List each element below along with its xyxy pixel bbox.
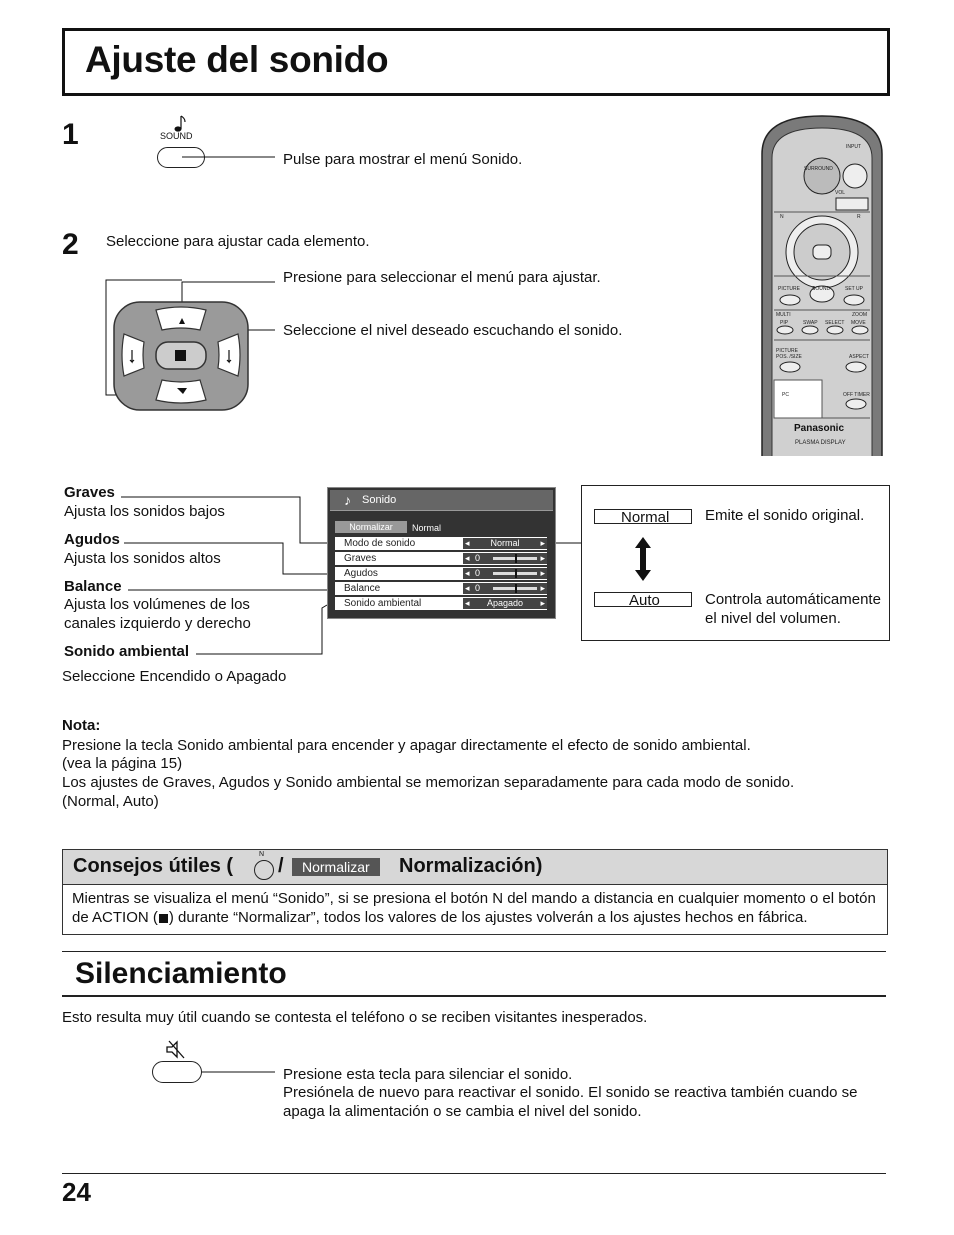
remote-label-setup: SET UP [845, 286, 863, 292]
normalize-pill: Normalizar [292, 858, 380, 876]
modes-box [581, 485, 890, 641]
menu-row-ambiental[interactable] [335, 597, 547, 610]
remote-label-aspect: ASPECT [849, 354, 870, 360]
step-1-text: Pulse para mostrar el menú Sonido. [283, 151, 523, 168]
menu-row-value: Apagado [486, 598, 524, 608]
note-line-1: Presione la tecla Sonido ambiental para encender y apagar directamente el efecto de sonido ambiental. [62, 737, 751, 754]
page-number: 24 [62, 1177, 91, 1207]
tips-box [62, 849, 888, 935]
cursor-pad[interactable] [110, 300, 252, 412]
remote-label-vol: VOL [835, 190, 846, 196]
n-button-label: N [259, 851, 265, 858]
item-graves-desc: Ajusta los sonidos bajos [64, 503, 225, 520]
n-button-icon [254, 860, 274, 880]
tips-head-suffix: Normalización) [399, 855, 543, 877]
menu-row-value: 0 [475, 568, 481, 578]
double-arrow-icon [634, 536, 652, 582]
remote-label-swap: SWAP [803, 320, 818, 326]
mute-intro: Esto resulta muy útil cuando se contesta el teléfono o se reciben visitantes inesperados. [62, 1009, 648, 1026]
tips-slash: / [278, 855, 284, 877]
note-heading: Nota: [62, 717, 101, 734]
tips-body-b: ) durante “Normalizar”, todos los valores de los ajustes volverán a los ajustes hechos en fábrica. [168, 909, 808, 926]
remote-label-sound: SOUND [812, 286, 831, 292]
menu-row-balance[interactable] [335, 582, 547, 595]
remote-label-picture: PICTURE [778, 286, 800, 292]
note-line-2: (vea la página 15) [62, 755, 183, 772]
level-track [493, 587, 537, 590]
mode-normal-desc: Emite el sonido original. [705, 507, 865, 524]
step-2-number: 2 [62, 228, 79, 261]
level-track [493, 572, 537, 575]
remote-label-r: R [857, 214, 861, 220]
up-key [156, 307, 206, 330]
level-marker [515, 584, 517, 593]
section-divider-top [62, 951, 886, 952]
tips-body-a: Mientras se visualiza el menú “Sonido”, si se presiona el botón N del mando a distancia en cualquier momento o el botón de ACTION ( [72, 890, 876, 926]
mode-auto-desc: Controla automáticamente el nivel del volumen. [705, 591, 881, 627]
item-sonido-ambiental-name: Sonido ambiental [64, 643, 190, 660]
remote-label-off-timer: OFF TIMER [843, 392, 870, 398]
item-balance-name: Balance [64, 578, 122, 595]
menu-row-graves[interactable] [335, 552, 547, 565]
footer-divider [62, 1173, 886, 1174]
menu-normalize-pill[interactable]: Normalizar [335, 521, 407, 533]
menu-normalize-value: Normal [412, 523, 442, 533]
note-line-3: Los ajustes de Graves, Agudos y Sonido ambiental se memorizan separadamente para cada modo de sonido. [62, 774, 795, 791]
menu-row-control: ◂ 0 ▸ [465, 568, 545, 578]
cursor-pad-graphic [110, 300, 252, 412]
remote-label-pip: PIP [780, 320, 789, 326]
remote-label-picture-2: PICTURE [776, 348, 798, 354]
sound-menu [327, 487, 556, 619]
mode-normal-label: Normal [594, 509, 692, 524]
item-balance-desc: Ajusta los volúmenes de los canales izquierdo y derecho [64, 596, 251, 632]
mute-speaker-icon [165, 1040, 189, 1060]
remote-label-surround: SURROUND [804, 166, 833, 172]
menu-row-value: 0 [475, 583, 481, 593]
menu-row-label: Agudos [344, 568, 378, 579]
tips-head-prefix: Consejos útiles ( [73, 855, 234, 877]
sound-menu-header [330, 490, 553, 511]
mute-title: Silenciamiento [75, 957, 287, 990]
action-button-icon [159, 914, 168, 923]
sound-button-label: SOUND [160, 131, 193, 141]
mute-button[interactable] [152, 1061, 202, 1083]
step-2-level-text: Seleccione el nivel deseado escuchando el sonido. [283, 322, 623, 339]
remote-label-move: MOVE [851, 320, 866, 326]
remote-control [760, 114, 884, 456]
remote-label-input: INPUT [846, 144, 861, 150]
level-track [493, 557, 537, 560]
item-sonido-ambiental-desc: Seleccione Encendido o Apagado [62, 668, 287, 685]
remote-label-n: N [780, 214, 784, 220]
step-2-select-text: Presione para seleccionar el menú para ajustar. [283, 269, 601, 286]
remote-model: PLASMA DISPLAY [795, 440, 846, 446]
remote-label-multi: MULTI [776, 312, 791, 318]
section-divider-bottom [62, 995, 886, 997]
mode-auto-label: Auto [594, 592, 692, 607]
menu-row-value: Normal [490, 538, 520, 548]
item-graves-name: Graves [64, 484, 115, 501]
tips-body [72, 889, 882, 927]
menu-row-modo[interactable] [335, 537, 547, 550]
music-note-icon: ♪ [344, 492, 351, 508]
menu-row-value: 0 [475, 553, 481, 563]
step-1-number: 1 [62, 118, 79, 151]
menu-row-label: Modo de sonido [344, 538, 416, 549]
remote-label-select: SELECT [825, 320, 845, 326]
item-agudos-name: Agudos [64, 531, 120, 548]
mute-line-1: Presione esta tecla para silenciar el sonido. [283, 1066, 573, 1083]
menu-row-label: Balance [344, 583, 381, 594]
remote-label-zoom: ZOOM [852, 312, 867, 318]
page-title: Ajuste del sonido [85, 39, 389, 80]
menu-row-control: ◂ 0 ▸ [465, 553, 545, 563]
remote-brand: Panasonic [794, 423, 845, 434]
note-line-4: (Normal, Auto) [62, 793, 159, 810]
menu-row-control: ◂ Apagado ▸ [465, 598, 545, 608]
item-agudos-desc: Ajusta los sonidos altos [64, 550, 221, 567]
mute-line-2: Presiónela de nuevo para reactivar el sonido. El sonido se reactiva también cuando se apaga la alimentación o se cambia el nivel del sonido. [283, 1084, 858, 1120]
sound-menu-title: Sonido [362, 494, 397, 506]
remote-label-pc: PC [782, 392, 789, 398]
remote-label-pos-size: POS. /SIZE [776, 354, 802, 360]
menu-row-label: Graves [344, 553, 377, 564]
menu-row-agudos[interactable] [335, 567, 547, 580]
menu-row-control: ◂ Normal ▸ [465, 538, 545, 548]
step-2-intro: Seleccione para ajustar cada elemento. [106, 233, 370, 250]
menu-row-label: Sonido ambiental [344, 598, 422, 609]
menu-row-control: ◂ 0 ▸ [465, 583, 545, 593]
tips-header [63, 850, 887, 885]
level-marker [515, 554, 517, 563]
level-marker [515, 569, 517, 578]
